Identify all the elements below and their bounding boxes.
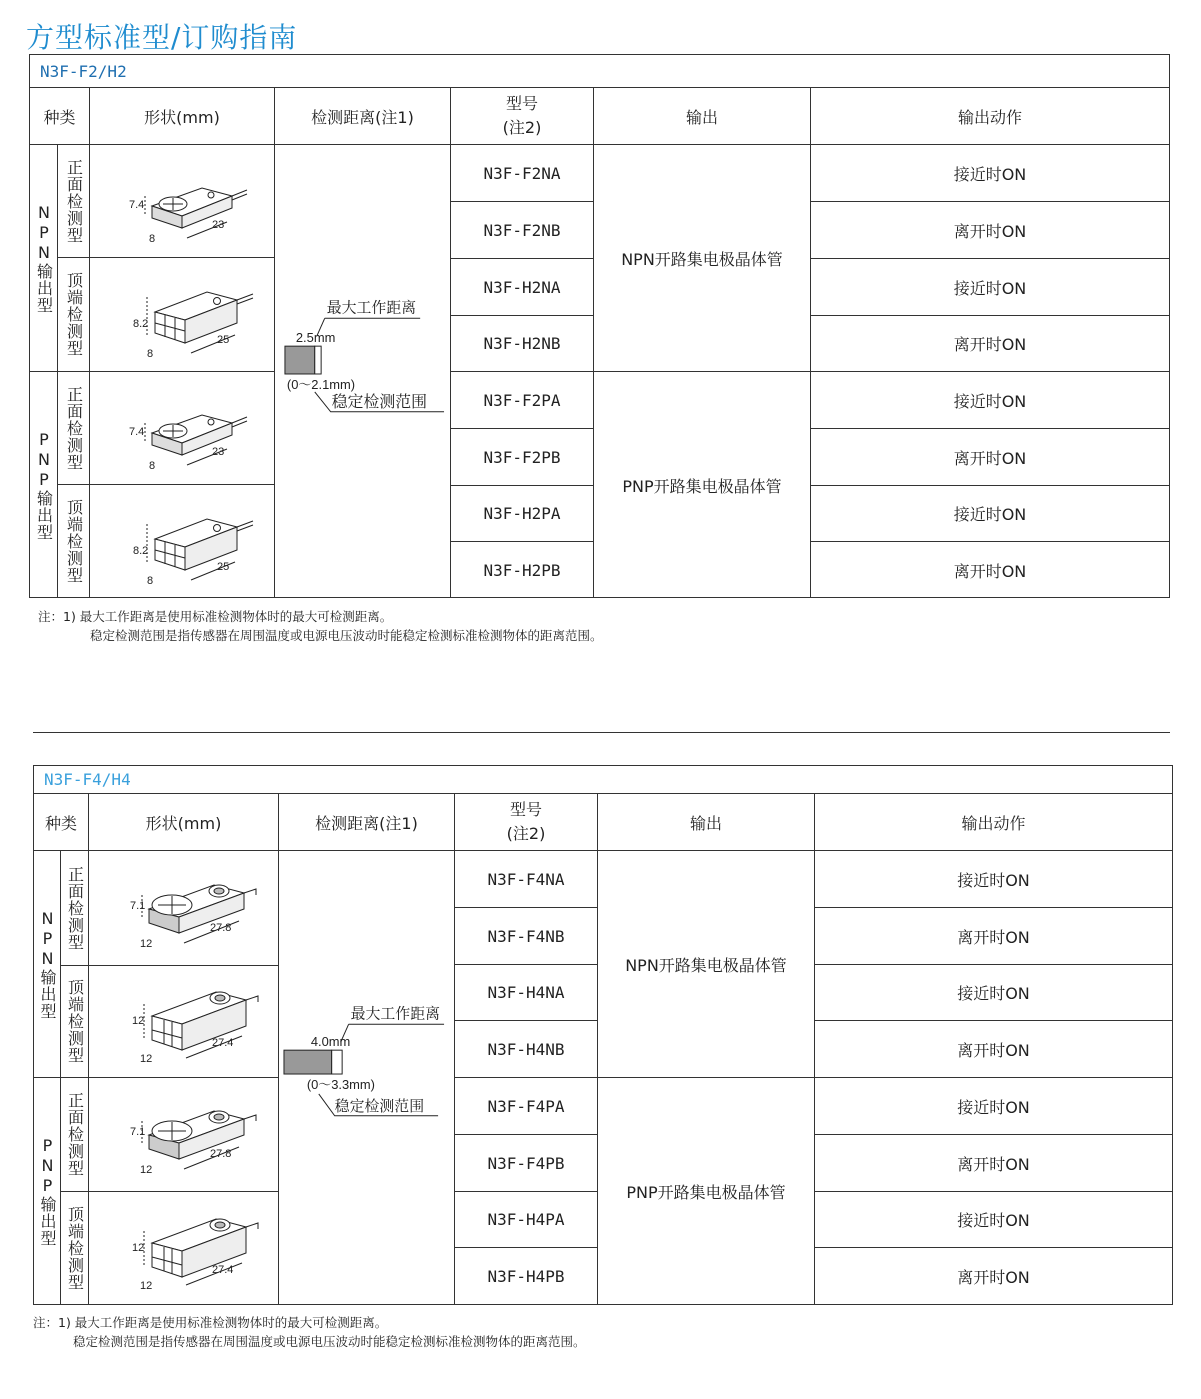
action-cell: 离开时ON	[811, 429, 1169, 486]
action-cell: 接近时ON	[815, 1192, 1172, 1248]
dim-height: 12	[131, 1241, 144, 1254]
footnote	[33, 1313, 586, 1351]
dim-length: 25	[217, 561, 230, 573]
subgroup-front	[61, 851, 89, 966]
footnote-line-1: 注：1) 最大工作距离是使用标准检测物体时的最大可检测距离。	[33, 1315, 388, 1330]
model-cell: N3F-F4NA	[455, 851, 598, 908]
dim-height: 7.1	[129, 1126, 145, 1138]
sensor-front-drawing	[107, 383, 257, 473]
header-model-note: (注2)	[502, 118, 542, 137]
header-output: 输出	[594, 88, 811, 145]
subgroup-label: 顶端检测型	[65, 979, 85, 1064]
section-label: N3F-F2/H2	[30, 55, 1169, 88]
action-cell: 离开时ON	[811, 202, 1169, 259]
dim-height: 12	[131, 1015, 144, 1027]
sensor-front-drawing	[107, 156, 257, 246]
sensing-object	[284, 1050, 332, 1074]
sensor-top-drawing	[104, 974, 264, 1069]
dim-height: 8.2	[133, 318, 149, 330]
section-n3f-f4-h4	[33, 765, 1173, 1305]
shape-cell	[89, 966, 279, 1078]
group-pnp	[34, 1078, 61, 1304]
max-distance-label: 最大工作距离	[326, 299, 417, 316]
header-model-label: 型号	[505, 94, 538, 113]
action-cell: 接近时ON	[811, 145, 1169, 202]
dim-length: 25	[217, 334, 230, 346]
output-pnp: PNP开路集电极晶体管	[594, 372, 811, 598]
dim-height: 7.4	[129, 426, 145, 438]
max-distance-value: 4.0mm	[310, 1033, 351, 1049]
subgroup-front	[58, 145, 90, 258]
group-pnp-label: PNP输出型	[34, 429, 54, 541]
subgroup-top	[58, 485, 90, 598]
subgroup-front	[58, 372, 90, 485]
header-distance: 检测距离(注1)	[275, 88, 451, 145]
dim-width: 12	[139, 1164, 152, 1176]
action-cell: 离开时ON	[815, 908, 1172, 965]
dim-length: 23	[212, 219, 225, 231]
subgroup-label: 正面检测型	[65, 1092, 85, 1177]
group-npn	[30, 145, 58, 372]
footnote	[38, 607, 603, 645]
model-cell: N3F-F2NB	[451, 202, 594, 259]
header-distance: 检测距离(注1)	[279, 794, 455, 851]
dim-width: 8	[147, 575, 154, 587]
header-model-label: 型号	[509, 800, 542, 819]
model-cell: N3F-F2PB	[451, 429, 594, 486]
action-cell: 离开时ON	[957, 1267, 1030, 1287]
group-pnp-label: PNP输出型	[38, 1135, 57, 1247]
model-cell: N3F-H4NB	[455, 1021, 598, 1078]
model-cell: N3F-F2PA	[451, 372, 594, 429]
sensor-top-drawing	[107, 267, 257, 362]
model-cell: N3F-F4PA	[455, 1078, 598, 1135]
action-cell: 离开时ON	[815, 1135, 1172, 1192]
model-cell: N3F-F4PB	[455, 1135, 598, 1192]
group-npn	[34, 851, 61, 1078]
header-action: 输出动作	[815, 794, 1172, 851]
model-cell: N3F-F2NA	[451, 145, 594, 202]
subgroup-top	[61, 1192, 89, 1304]
action-cell: 离开时ON	[953, 561, 1027, 581]
model-cell: N3F-H2PB	[451, 542, 594, 598]
dim-length: 27.4	[211, 1037, 233, 1049]
distance-diagram	[275, 292, 450, 452]
stable-range-bar	[315, 346, 321, 374]
sensing-object	[285, 346, 315, 374]
footnote-line-2: 稳定检测范围是指传感器在周围温度或电源电压波动时能稳定检测标准检测物体的距离范围。	[90, 628, 603, 643]
sensor-front-drawing	[104, 861, 264, 956]
section-label: N3F-F4/H4	[34, 766, 1172, 794]
action-cell: 接近时ON	[811, 259, 1169, 316]
header-type: 种类	[34, 794, 89, 851]
dim-width: 12	[139, 1053, 152, 1065]
action-cell: 接近时ON	[815, 851, 1172, 908]
stable-range-value: (0～3.3mm)	[306, 1076, 375, 1092]
sensor-front-drawing	[104, 1087, 264, 1182]
divider	[33, 732, 1170, 733]
stable-range-label: 稳定检测范围	[334, 1098, 425, 1115]
subgroup-label: 顶端检测型	[65, 1205, 85, 1291]
distance-cell	[275, 145, 451, 598]
shape-cell	[90, 145, 275, 258]
output-npn: NPN开路集电极晶体管	[598, 851, 815, 1078]
header-shape: 形状(mm)	[90, 88, 275, 145]
action-cell: 接近时ON	[811, 486, 1169, 542]
subgroup-label: 顶端检测型	[64, 272, 84, 357]
subgroup-top	[58, 258, 90, 372]
dim-height: 7.1	[129, 899, 145, 912]
model-cell: N3F-F4NB	[455, 908, 598, 965]
header-type: 种类	[30, 88, 90, 145]
page-title: 方型标准型/订购指南	[26, 21, 298, 54]
stable-range-value: (0～2.1mm)	[286, 376, 356, 392]
group-npn-label: NPN输出型	[34, 202, 54, 314]
header-action: 输出动作	[811, 88, 1169, 145]
model-cell: N3F-H2NB	[451, 316, 594, 372]
action-cell: 接近时ON	[815, 965, 1172, 1021]
dim-width: 12	[139, 1279, 152, 1292]
sensor-top-drawing	[104, 1201, 264, 1296]
dim-height: 8.2	[133, 545, 149, 557]
output-pnp: PNP开路集电极晶体管	[598, 1078, 815, 1304]
section-n3f-f2-h2	[29, 54, 1170, 598]
dim-height: 7.4	[129, 199, 145, 211]
dim-length: 23	[212, 446, 225, 458]
action-cell: 接近时ON	[815, 1078, 1172, 1135]
subgroup-label: 正面检测型	[64, 158, 84, 244]
subgroup-top	[61, 966, 89, 1078]
shape-cell	[89, 851, 279, 966]
header-output: 输出	[598, 794, 815, 851]
dim-length: 27.4	[211, 1263, 233, 1276]
shape-cell	[90, 258, 275, 372]
distance-cell	[279, 851, 455, 1304]
dim-width: 8	[149, 460, 156, 472]
action-cell: 离开时ON	[815, 1021, 1172, 1078]
footnote-line-1: 注：1) 最大工作距离是使用标准检测物体时的最大可检测距离。	[38, 609, 393, 624]
stable-range-label: 稳定检测范围	[331, 393, 428, 411]
subgroup-label: 正面检测型	[64, 385, 84, 471]
model-cell: N3F-H4PA	[455, 1192, 598, 1248]
subgroup-front	[61, 1078, 89, 1192]
dim-length: 27.8	[209, 1148, 231, 1160]
subgroup-label: 正面检测型	[65, 865, 85, 951]
distance-diagram	[279, 998, 454, 1158]
model-cell: N3F-H4NA	[455, 965, 598, 1021]
sensor-top-drawing	[107, 494, 257, 589]
model-cell: N3F-H2NA	[451, 259, 594, 316]
dim-length: 27.8	[209, 921, 231, 934]
group-pnp	[30, 372, 58, 598]
max-distance-value: 2.5mm	[295, 329, 336, 345]
footnote-line-2: 稳定检测范围是指传感器在周围温度或电源电压波动时能稳定检测标准检测物体的距离范围。	[73, 1334, 586, 1349]
dim-width: 8	[147, 348, 154, 360]
header-model	[455, 794, 598, 851]
dim-width: 12	[139, 937, 152, 950]
max-distance-label: 最大工作距离	[350, 1005, 441, 1022]
model-cell: N3F-H2PA	[451, 486, 594, 542]
action-cell: 离开时ON	[811, 316, 1169, 372]
shape-cell	[89, 1192, 279, 1304]
shape-cell	[90, 485, 275, 598]
dim-width: 8	[149, 233, 156, 245]
shape-cell	[89, 1078, 279, 1192]
action-cell: 接近时ON	[811, 372, 1169, 429]
group-npn-label: NPN输出型	[38, 908, 57, 1020]
output-npn: NPN开路集电极晶体管	[594, 145, 811, 372]
stable-range-bar	[332, 1050, 342, 1074]
model-cell: N3F-H4PB	[455, 1248, 598, 1304]
header-model	[451, 88, 594, 145]
header-shape: 形状(mm)	[89, 794, 279, 851]
shape-cell	[90, 372, 275, 485]
header-model-note: (注2)	[506, 824, 546, 843]
subgroup-label: 顶端检测型	[64, 499, 84, 584]
